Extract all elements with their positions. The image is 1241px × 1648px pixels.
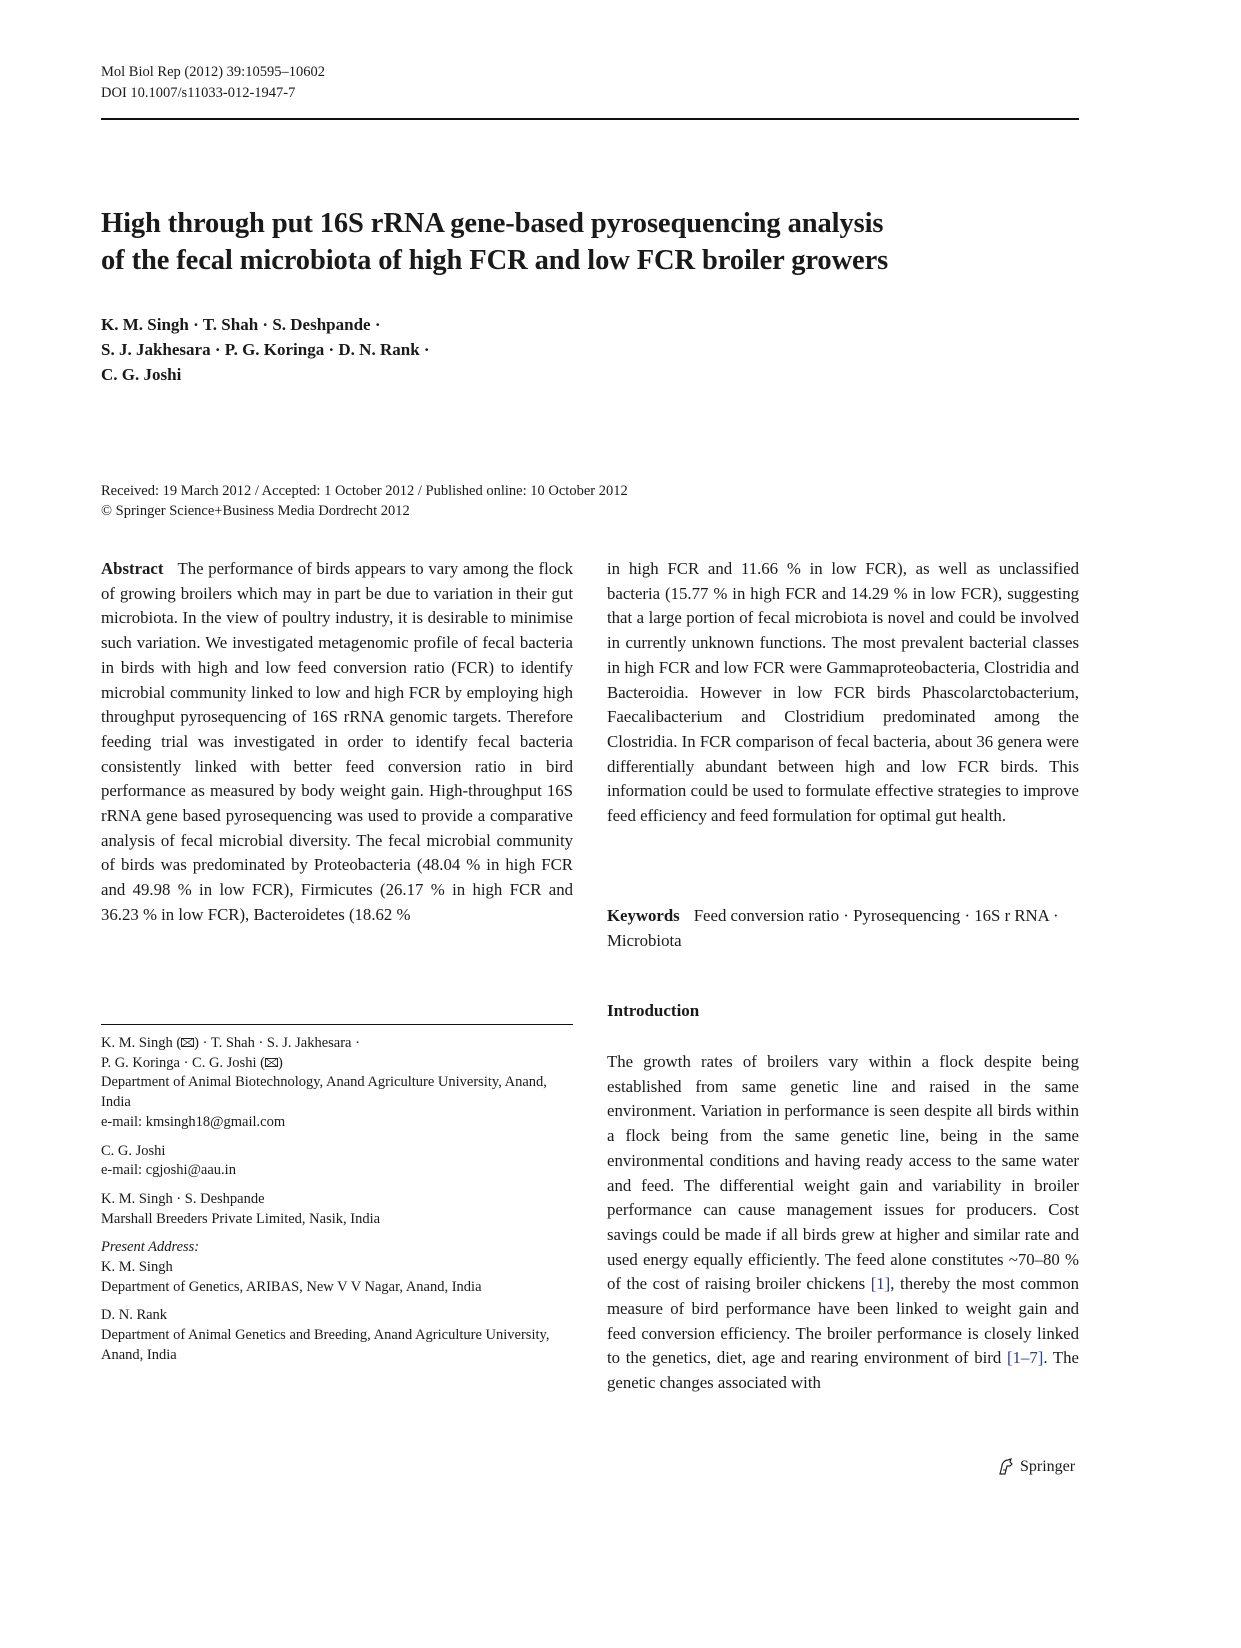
doi: DOI 10.1007/s11033-012-1947-7 bbox=[101, 85, 296, 101]
affiliation-3 bbox=[101, 1190, 573, 1229]
authors-line-3: C. G. Joshi bbox=[101, 365, 182, 384]
keywords-label: Keywords bbox=[607, 906, 680, 925]
affiliation-4 bbox=[101, 1238, 573, 1297]
affiliation-1 bbox=[101, 1034, 573, 1133]
affiliation-5-name: D. N. Rank bbox=[101, 1307, 168, 1324]
affiliation-2-email: e-mail: cgjoshi@aau.in bbox=[101, 1162, 236, 1179]
header-divider bbox=[101, 118, 1079, 120]
keywords bbox=[607, 904, 1079, 953]
title-line-1: High through put 16S rRNA gene-based pyrosequencing analysis bbox=[101, 208, 884, 239]
abstract-right-column bbox=[607, 557, 1079, 829]
title-line-2: of the fecal microbiota of high FCR and low FCR broiler growers bbox=[101, 245, 889, 276]
springer-horse-icon bbox=[996, 1457, 1016, 1477]
publication-history bbox=[101, 481, 628, 521]
publisher-name: Springer bbox=[1020, 1458, 1076, 1475]
journal-header bbox=[101, 62, 325, 104]
affiliation-1-names-line-1: K. M. Singh ( ) · T. Shah · S. J. Jakhesara · bbox=[101, 1035, 360, 1051]
affiliation-4-name: K. M. Singh bbox=[101, 1259, 173, 1276]
journal-citation: Mol Biol Rep (2012) 39:10595–10602 bbox=[101, 64, 325, 80]
received-accepted-dates: Received: 19 March 2012 / Accepted: 1 October 2012 / Published online: 10 October 2012 bbox=[101, 483, 628, 499]
affiliation-5-department: Department of Animal Genetics and Breeding, Anand Agriculture University, Anand, India bbox=[101, 1327, 550, 1363]
affiliation-2-name: C. G. Joshi bbox=[101, 1142, 166, 1159]
envelope-icon bbox=[265, 1058, 278, 1067]
citation-link[interactable]: [1] bbox=[870, 1274, 891, 1294]
introduction-paragraph: The growth rates of broilers vary within a flock despite being established from same genetic line and raised in the same environment. Variation in performance is seen despite all birds within a flock being from the same genetic line, being in the same environmental conditions and having ready access to the same water and feed. The differential weight gain and variability in broiler performance can cause management issues for producers. Cost savings could be made if all birds grew at higher and similar rate and used energy equally efficiently. The feed alone constitutes ~70–80 % of the cost of raising broiler chickens [1], thereby the most common measure of bird performance have been linked to weight gain and feed conversion efficiency. The broiler performance is closely linked to the genetics, diet, age and rearing environment of bird [1–7]. The genetic changes associated with bbox=[607, 1052, 1079, 1393]
envelope-icon bbox=[181, 1038, 194, 1047]
affiliation-2 bbox=[101, 1142, 573, 1181]
article-title bbox=[101, 205, 1101, 279]
introduction-body bbox=[607, 1050, 1079, 1396]
affiliation-5 bbox=[101, 1306, 573, 1365]
citation-link[interactable]: [1–7] bbox=[1006, 1348, 1044, 1368]
author-list bbox=[101, 312, 430, 387]
affiliations-divider bbox=[101, 1024, 573, 1025]
authors-line-1: K. M. Singh · T. Shah · S. Deshpande · bbox=[101, 315, 381, 334]
affiliation-1-department: Department of Animal Biotechnology, Anand Agriculture University, Anand, India bbox=[101, 1074, 547, 1111]
affiliation-1-names-line-2: P. G. Koringa · C. G. Joshi ( ) bbox=[101, 1054, 283, 1071]
abstract-text-left: The performance of birds appears to vary among the flock of growing broilers which may in part be due to variation in their gut microbiota. In the view of poultry industry, it is desirable to minimise such variation. We investigated metagenomic profile of fecal bacteria in birds with high and low feed conversion ratio (FCR) to identify microbial community linked to low and high FCR by employing high throughput pyrosequencing of 16S rRNA genomic targets. Therefore feeding trial was investigated in order to identify fecal bacteria consistently linked with better feed conversion ratio in bird performance as measured by body weight gain. High-throughput 16S rRNA gene based pyrosequencing was used to provide a comparative analysis of fecal microbial diversity. The fecal microbial community of birds was predominated by Proteobacteria (48.04 % in high FCR and 49.98 % in low FCR), Firmicutes (26.17 % in high FCR and 36.23 % in low FCR), Bacteroidetes (18.62 % bbox=[101, 559, 573, 924]
keywords-text: Feed conversion ratio · Pyrosequencing · 16S r RNA · Microbiota bbox=[607, 906, 1059, 950]
affiliation-3-names: K. M. Singh · S. Deshpande bbox=[101, 1190, 265, 1207]
copyright-notice: © Springer Science+Business Media Dordrecht 2012 bbox=[101, 503, 410, 519]
abstract-paragraph bbox=[101, 557, 573, 928]
affiliations bbox=[101, 1034, 573, 1375]
publisher-logo bbox=[996, 1457, 1075, 1477]
affiliation-1-email: e-mail: kmsingh18@gmail.com bbox=[101, 1113, 286, 1130]
abstract-left-column bbox=[101, 557, 573, 928]
introduction-heading: Introduction bbox=[607, 1001, 700, 1020]
affiliation-3-organization: Marshall Breeders Private Limited, Nasik, India bbox=[101, 1210, 381, 1227]
affiliation-4-department: Department of Genetics, ARIBAS, New V V Nagar, Anand, India bbox=[101, 1278, 482, 1295]
abstract-label: Abstract bbox=[101, 559, 164, 578]
abstract-text-right: in high FCR and 11.66 % in low FCR), as well as unclassified bacteria (15.77 % in high FCR and 14.29 % in low FCR), suggesting that a large portion of fecal microbiota is novel and could be involved in currently unknown functions. The most prevalent bacterial classes in high FCR and low FCR were Gammaproteobacteria, Clostridia and Bacteroidia. However in low FCR birds Phascolarctobacterium, Faecalibacterium and Clostridium predominated among the Clostridia. In FCR comparison of fecal bacteria, about 36 genera were differentially abundant between high and low FCR birds. This information could be used to formulate effective strategies to improve feed efficiency and feed formulation for optimal gut health. bbox=[607, 559, 1079, 826]
present-address-label: Present Address: bbox=[101, 1239, 200, 1256]
authors-line-2: S. J. Jakhesara · P. G. Koringa · D. N. Rank · bbox=[101, 340, 430, 359]
